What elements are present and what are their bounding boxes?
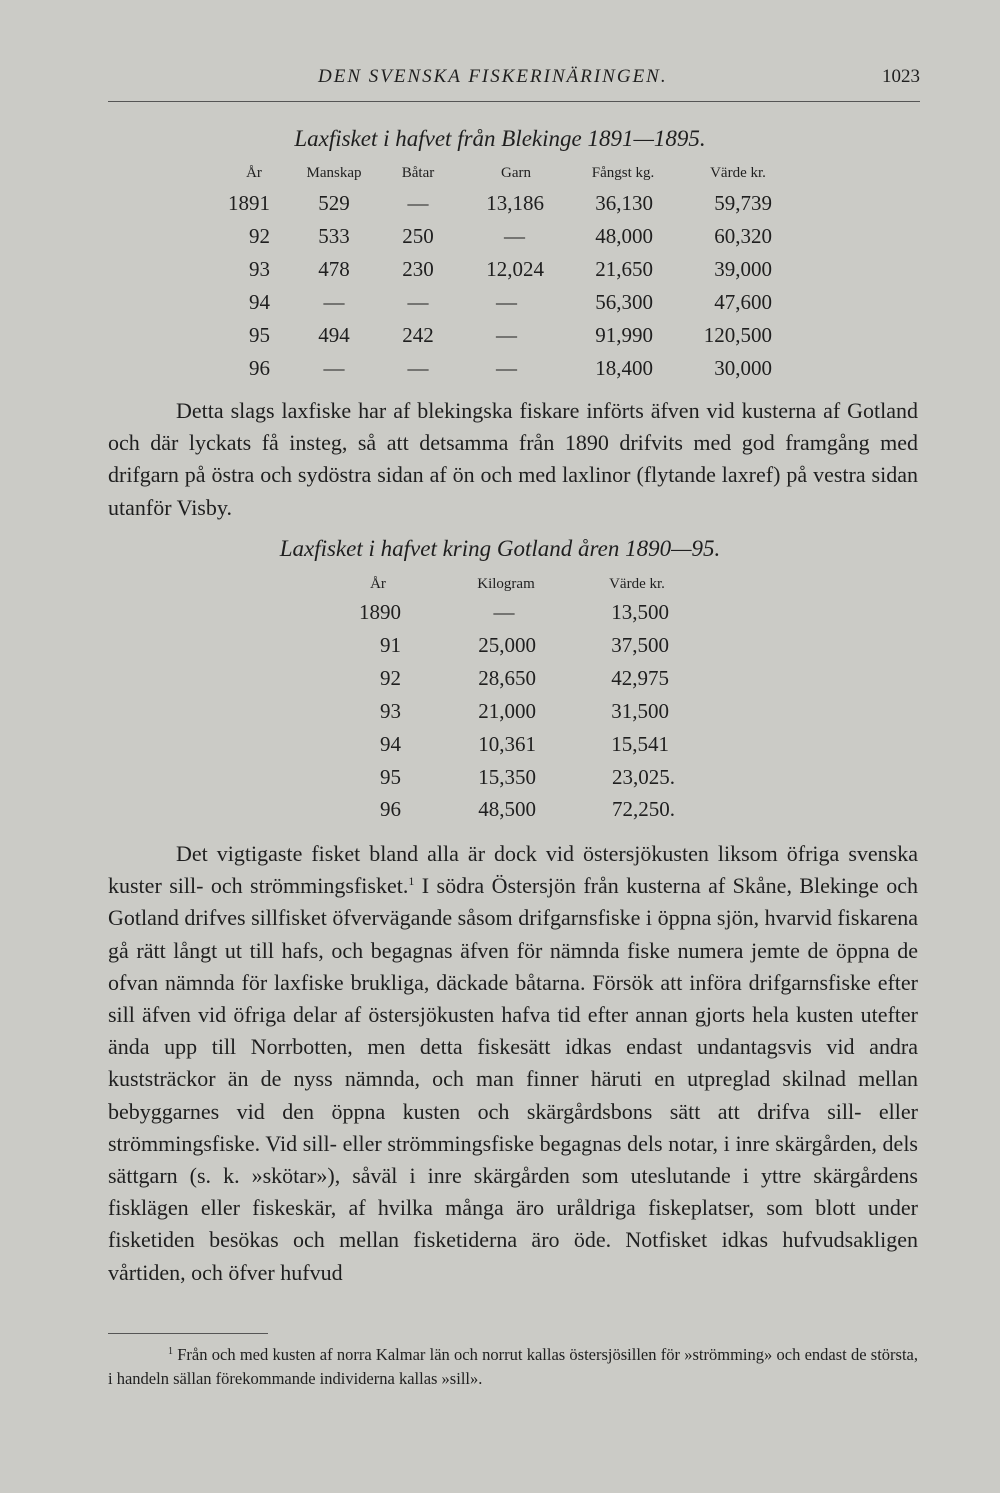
table2-cell: 1890 — [359, 600, 401, 624]
table1-cell: — — [496, 323, 517, 347]
table1-cell: 39,000 — [714, 257, 772, 281]
table2-cell: 15,541 — [611, 732, 669, 756]
table1-header-crew: Manskap — [306, 165, 362, 181]
paragraph-text: Detta slags laxfiske har af blekingska fiskare införts äfven vid kusterna af Gotland och där lyckats få insteg, så att detsamma från 1890 drifvits med god framgång med drifgarn på östra och sydöstra sidan af ön och med laxlinor (flytande laxref) på vestra sidan utanför Visby. — [108, 398, 918, 520]
table1-header-boats: Båtar — [401, 165, 435, 181]
running-title: DEN SVENSKA FISKERINÄRINGEN. — [318, 66, 668, 87]
table1-cell: 13,186 — [486, 191, 544, 215]
table1-cell: 48,000 — [595, 224, 653, 248]
table1-cell: 47,600 — [714, 290, 772, 314]
table1-cell: 30,000 — [714, 356, 772, 380]
footnote-text: Från och med kusten af norra Kalmar län och norrut kallas östersjösillen för »strömming» och endast de största, i handeln sällan förekommande individerna kallas »sill». — [108, 1345, 918, 1388]
paragraph-text: I södra Östersjön från kusterna af Skåne, Blekinge och Gotland drifves sillfisket öfvervägande såsom drifgarnsfiske i öppna sjön, hvarvid fiskarena gå rätt långt ut till hafs, och begagnas äfven för nämnda fiske numera jemte de öppna de ofvan nämnda för laxfiske brukliga, däckade båtarna. Försök att införa drifgarnsfiske efter sill äfven vid öfriga delar af östersjökusten hafva tid efter annan gjorts hela kusten utefter ända upp till Norrbotten, men detta fiskesätt idkas endast undantagsvis vid andra kuststräckor än de nyss nämnda, och man finner häruti en utpreglad skilnad mellan bebyggarnes vid den öppna kusten och skärgårdsbons sätt att drifva sill- eller strömmingsfiske. Vid sill- eller strömmingsfiske begagnas dels notar, i inre skärgården, dels sättgarn (s. k. »skötar»), såväl i inre skärgården som uteslutande i yttre skärgårdens fisklägen eller fiskeskär, af hvilka många äro uråldriga fiskeplatser, som blott under fisketiden besökas och mellan fisketiderna äro öde. Notfisket idkas hufvudsakligen vårtiden, och öfver hufvud — [108, 873, 918, 1285]
table1-cell: 36,130 — [595, 191, 653, 215]
table2-cell: 91 — [380, 633, 401, 657]
footnote-marker: 1 — [168, 1346, 173, 1357]
table2-cell: 94 — [380, 732, 401, 756]
table2-cell: 92 — [380, 666, 401, 690]
table2-caption: Laxfisket i hafvet kring Gotland åren 1890—95. — [279, 536, 721, 561]
table1-cell: 91,990 — [595, 323, 653, 347]
table2-cell: 23,025. — [612, 765, 675, 789]
table2-cell: 48,500 — [478, 797, 536, 821]
table2-header-kilogram: Kilogram — [477, 576, 535, 592]
table1-cell: 21,650 — [595, 257, 653, 281]
table1-cell: 12,024 — [486, 257, 544, 281]
table1-cell: 230 — [402, 257, 434, 281]
table1-cell: 92 — [249, 224, 270, 248]
table1-cell: — — [407, 191, 429, 215]
table2-cell: 21,000 — [478, 699, 536, 723]
table2-cell: 31,500 — [611, 699, 669, 723]
table2-cell: — — [493, 600, 515, 624]
header-rule — [108, 101, 920, 102]
table1-header-value: Värde kr. — [710, 165, 766, 181]
table2-cell: 93 — [380, 699, 401, 723]
table1-cell: 56,300 — [595, 290, 653, 314]
page-number: 1023 — [882, 66, 920, 87]
table1-cell: — — [496, 290, 517, 314]
page-header — [108, 66, 920, 96]
table1-cell: — — [323, 356, 345, 380]
table1-cell: 94 — [249, 290, 270, 314]
table1-cell: — — [407, 356, 429, 380]
table1-cell: 1891 — [228, 191, 270, 215]
table2-cell: 15,350 — [478, 765, 536, 789]
table1-cell: 93 — [249, 257, 270, 281]
table1-header-catch: Fångst kg. — [591, 165, 655, 181]
table1-cell: 60,320 — [714, 224, 772, 248]
table2-cell: 42,975 — [611, 666, 669, 690]
footnote-reference: 1 — [408, 874, 415, 889]
table2-cell: 10,361 — [478, 732, 536, 756]
table1-cell: — — [504, 224, 525, 248]
table1-cell: 250 — [402, 224, 434, 248]
table2-cell: 25,000 — [478, 633, 536, 657]
table1-header-nets: Garn — [501, 165, 531, 181]
table1-cell: 120,500 — [703, 323, 772, 347]
table1-caption: Laxfisket i hafvet från Blekinge 1891—1895. — [294, 126, 706, 151]
table2-cell: 72,250. — [612, 797, 675, 821]
table1-cell: — — [323, 290, 345, 314]
table1-cell: 95 — [249, 323, 270, 347]
table1-cell: 59,739 — [714, 191, 772, 215]
table2-header-value: Värde kr. — [609, 576, 665, 592]
table2-header-year: År — [370, 576, 386, 592]
table1-cell: — — [496, 356, 517, 380]
table2-cell: 37,500 — [611, 633, 669, 657]
footnote — [108, 1343, 918, 1391]
footnote-rule — [108, 1333, 268, 1334]
paragraph-text: Det vigtigaste fisket bland alla är dock vid östersjökusten liksom öfriga svenska kuster sill- och strömmingsfisket. — [108, 841, 918, 899]
table1-header-year: År — [246, 165, 262, 181]
table1-cell: 242 — [402, 323, 434, 347]
table2-cell: 13,500 — [611, 600, 669, 624]
table1-cell: 529 — [318, 191, 350, 215]
table2-cell: 28,650 — [478, 666, 536, 690]
table2-cell: 95 — [380, 765, 401, 789]
table1-cell: 533 — [318, 224, 350, 248]
table1-cell: — — [407, 290, 429, 314]
table1-cell: 18,400 — [595, 356, 653, 380]
table2-cell: 96 — [380, 797, 401, 821]
table1-cell: 96 — [249, 356, 270, 380]
paragraph — [108, 838, 918, 1289]
table1-cell: 478 — [318, 257, 350, 281]
paragraph — [108, 395, 918, 524]
table1-cell: 494 — [318, 323, 350, 347]
